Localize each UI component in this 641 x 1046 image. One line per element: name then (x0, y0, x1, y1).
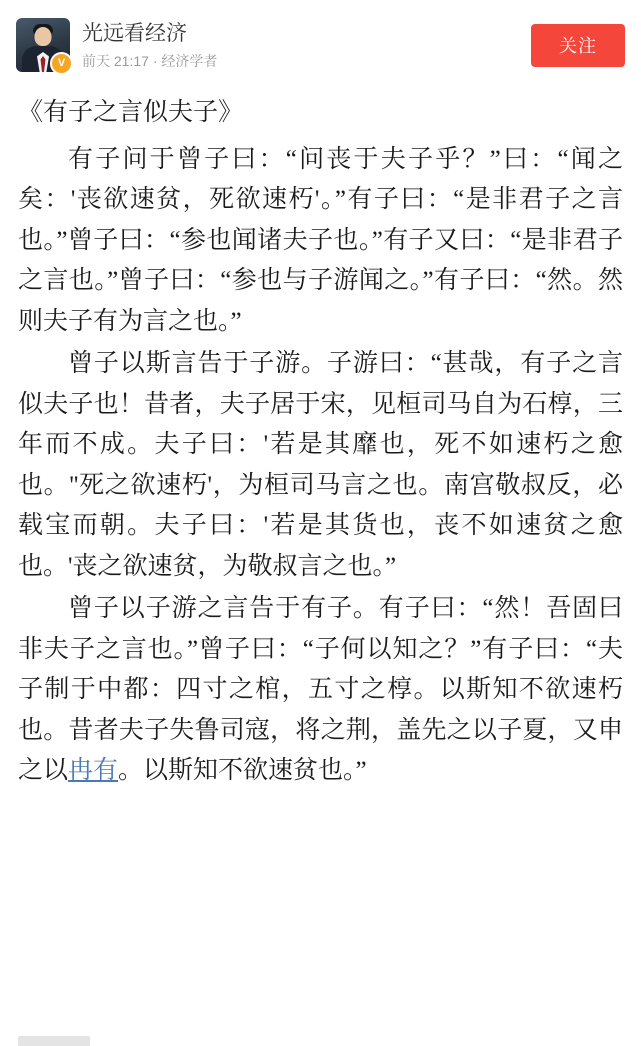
article-title: 《有子之言似夫子》 (18, 99, 244, 126)
inline-link-ranyou[interactable]: 冉有 (68, 757, 119, 784)
article-body (0, 82, 641, 792)
avatar-face-shape (35, 27, 52, 46)
author-block (82, 20, 531, 69)
verified-badge-icon: V (50, 52, 73, 75)
avatar[interactable] (16, 18, 70, 72)
author-name[interactable]: 光远看经济 (82, 22, 187, 46)
paragraph-text-after-link: 。以斯知不欲速贫也。” (118, 757, 367, 784)
paragraph-text-before-link: 曾子以子游之言告于有子。有子曰：“然！吾固曰非夫子之言也。”曾子曰：“子何以知之？”有子曰：“夫子制于中都：四寸之棺，五寸之椁。以斯知不欲速朽也。昔者夫子失鲁司寇，将之荆，盖先之以子夏，又申之以 (18, 595, 623, 784)
bottom-cropped-element (18, 1036, 90, 1046)
follow-button[interactable]: 关注 (531, 24, 625, 67)
article-paragraph: 曾子以斯言告于子游。子游曰：“甚哉，有子之言似夫子也！昔者，夫子居于宋，见桓司马自为石椁，三年而不成。夫子曰：'若是其靡也，死不如速朽之愈也。''死之欲速朽'，为桓司马言之也。南宫敬叔反，必载宝而朝。夫子曰：'若是其货也，丧不如速贫之愈也。'丧之欲速贫，为敬叔言之也。” (18, 350, 623, 580)
article-paragraph: 有子问于曾子曰：“问丧于夫子乎？”曰：“闻之矣：'丧欲速贫，死欲速朽'。”有子曰：“是非君子之言也。”曾子曰：“参也闻诸夫子也。”有子又曰：“是非君子之言也。”曾子曰：“参也与子游闻之。”有子曰：“然。然则夫子有为言之也。” (18, 145, 623, 335)
article-paragraph-with-link (18, 589, 623, 792)
author-meta: 前天 21:17 · 经济学者 (82, 52, 218, 69)
article-header (0, 0, 641, 82)
